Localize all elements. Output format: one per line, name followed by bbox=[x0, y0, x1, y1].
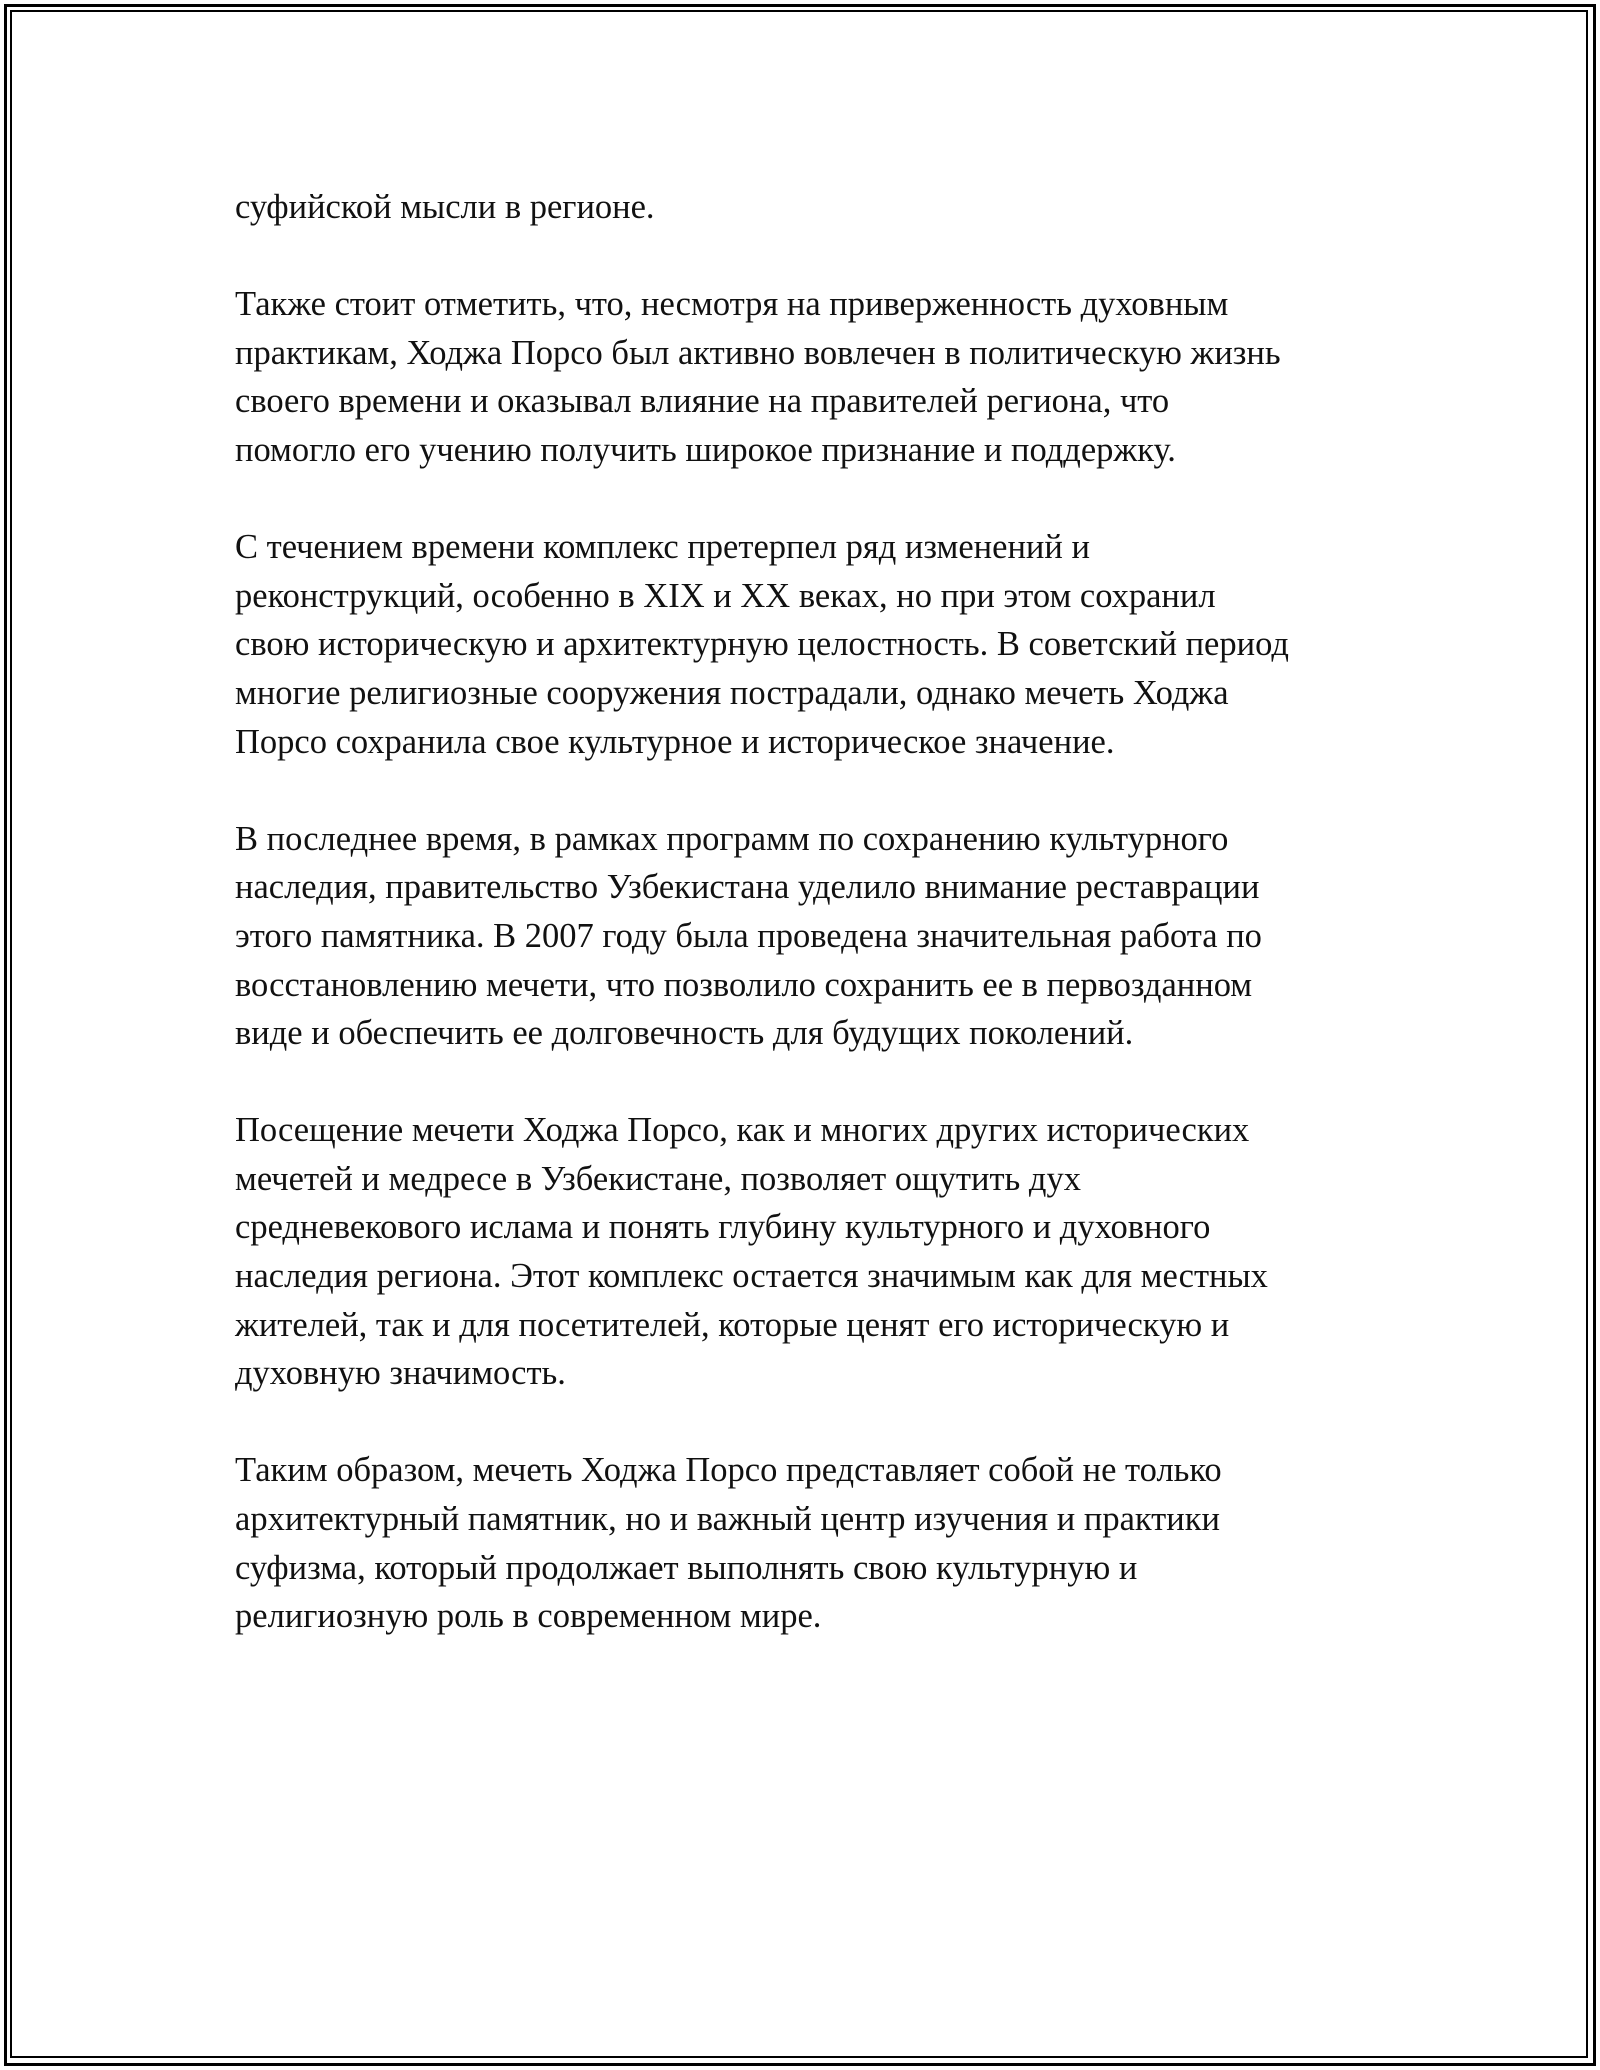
text-line: многие религиозные сооружения пострадали, однако мечеть Ходжа bbox=[235, 673, 1229, 712]
text-line: архитектурный памятник, но и важный центр изучения и практики bbox=[235, 1500, 1220, 1539]
text-line: наследия, правительство Узбекистана уделило внимание реставрации bbox=[235, 868, 1260, 907]
text-line: своего времени и оказывал влияние на правителей региона, что bbox=[235, 382, 1170, 421]
text-line: реконструкций, особенно в XIX и XX веках, но при этом сохранил bbox=[235, 576, 1216, 615]
text-line: С течением времени комплекс претерпел ряд изменений и bbox=[235, 528, 1090, 567]
text-line: Также стоит отметить, что, несмотря на приверженность духовным bbox=[235, 285, 1229, 324]
paragraph bbox=[235, 815, 1385, 1058]
text-line: виде и обеспечить ее долговечность для будущих поколений. bbox=[235, 1014, 1134, 1053]
text-line: помогло его учению получить широкое признание и поддержку. bbox=[235, 430, 1176, 469]
paragraph bbox=[235, 280, 1385, 474]
text-line: Посещение мечети Ходжа Порсо, как и многих других исторических bbox=[235, 1111, 1250, 1150]
paragraph bbox=[235, 1106, 1385, 1398]
text-line: Таким образом, мечеть Ходжа Порсо представляет собой не только bbox=[235, 1451, 1222, 1490]
text-line: наследия региона. Этот комплекс остается значимым как для местных bbox=[235, 1257, 1268, 1296]
text-line: восстановлению мечети, что позволило сохранить ее в первозданном bbox=[235, 965, 1253, 1004]
text-line: мечетей и медресе в Узбекистане, позволяет ощутить дух bbox=[235, 1159, 1081, 1198]
paragraph bbox=[235, 1446, 1385, 1640]
text-line: свою историческую и архитектурную целостность. В советский период bbox=[235, 625, 1289, 664]
text-line: этого памятника. В 2007 году была проведена значительная работа по bbox=[235, 916, 1262, 955]
text-line: Порсо сохранила свое культурное и историческое значение. bbox=[235, 722, 1115, 761]
text-line: религиозную роль в современном мире. bbox=[235, 1597, 822, 1636]
text-line: жителей, так и для посетителей, которые ценят его историческую и bbox=[235, 1305, 1230, 1344]
text-line: практикам, Ходжа Порсо был активно вовлечен в политическую жизнь bbox=[235, 333, 1281, 372]
text-line: духовную значимость. bbox=[235, 1354, 566, 1393]
text-line: суфийской мысли в регионе. bbox=[235, 188, 655, 226]
text-line: средневекового ислама и понять глубину культурного и духовного bbox=[235, 1208, 1211, 1247]
paragraph bbox=[235, 183, 1385, 232]
paragraph bbox=[235, 523, 1385, 766]
text-line: В последнее время, в рамках программ по сохранению культурного bbox=[235, 819, 1229, 858]
text-line: суфизма, который продолжает выполнять свою культурную и bbox=[235, 1548, 1138, 1587]
document-body bbox=[235, 183, 1385, 1689]
